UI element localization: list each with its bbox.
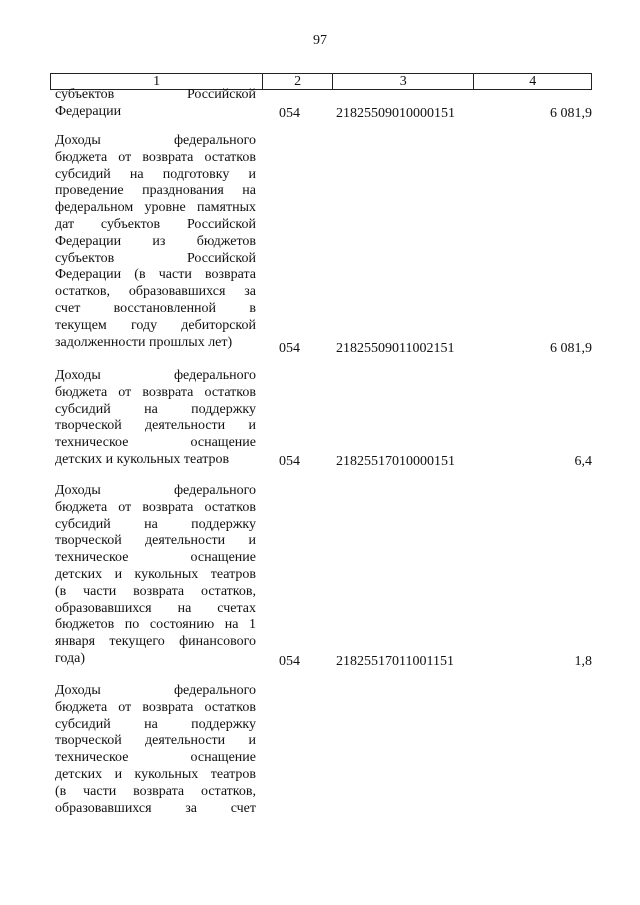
description-line: Федерации (в части возврата [55, 267, 256, 283]
description-line: детских и кукольных театров [55, 766, 256, 782]
description-line: бюджета от возврата остатков [55, 384, 256, 400]
description-line: дат субъектов Российской [55, 216, 256, 232]
description-line: проведение празднования на [55, 183, 256, 199]
header-col-2: 2 [263, 74, 333, 89]
description-line: Доходы федерального [55, 133, 256, 148]
description-line: задолженности прошлых лет) [55, 334, 233, 350]
description-line: образовавшихся за счет [55, 800, 256, 816]
budget-classification-code: 21825509011002151 [336, 341, 455, 356]
admin-code: 054 [279, 654, 300, 669]
header-col-1: 1 [51, 74, 263, 89]
row-description [55, 133, 256, 351]
description-line: января текущего финансового [55, 634, 256, 650]
description-line: Доходы федерального [55, 368, 256, 383]
admin-code: 054 [279, 454, 300, 469]
description-line: субсидий на подготовку и [55, 166, 256, 182]
description-line: образовавшихся на счетах [55, 600, 256, 616]
description-line: субъектов Российской [55, 87, 256, 102]
amount-value: 1,8 [574, 654, 592, 669]
description-line: субъектов Российской [55, 250, 256, 266]
description-line: субсидий на поддержку [55, 716, 256, 732]
description-line: техническое оснащение [55, 435, 256, 451]
description-line: субсидий на поддержку [55, 401, 256, 417]
description-line: счет восстановленной в [55, 300, 256, 316]
amount-value: 6,4 [574, 454, 592, 469]
description-line: федеральном уровне памятных [55, 200, 256, 216]
row-description [55, 683, 256, 817]
row-description [55, 483, 256, 668]
description-line: текущем году дебиторской [55, 317, 256, 333]
description-line: творческой деятельности и [55, 733, 256, 749]
description-line: (в части возврата остатков, [55, 783, 256, 799]
description-line: бюджета от возврата остатков [55, 149, 256, 165]
admin-code: 054 [279, 341, 300, 356]
header-col-4: 4 [529, 74, 537, 89]
budget-classification-code: 21825517010000151 [336, 454, 455, 469]
description-line: остатков, образовавшихся за [55, 284, 256, 300]
description-line: Федерации [55, 103, 122, 119]
description-line: субсидий на поддержку [55, 516, 256, 532]
description-line: (в части возврата остатков, [55, 583, 256, 599]
description-line: детских и кукольных театров [55, 451, 230, 467]
description-line: детских и кукольных театров [55, 566, 256, 582]
description-line: техническое оснащение [55, 550, 256, 566]
description-line: Федерации из бюджетов [55, 233, 256, 249]
description-line: года) [55, 650, 85, 666]
description-line: Доходы федерального [55, 683, 256, 698]
description-line: техническое оснащение [55, 750, 256, 766]
admin-code: 054 [279, 106, 300, 121]
header-col-3: 3 [333, 74, 474, 89]
description-line: бюджетов по состоянию на 1 [55, 617, 256, 633]
budget-classification-code: 21825517011001151 [336, 654, 454, 669]
description-line: Доходы федерального [55, 483, 256, 498]
row-description [55, 87, 256, 121]
amount-value: 6 081,9 [550, 341, 592, 356]
description-line: творческой деятельности и [55, 533, 256, 549]
page-number: 97 [313, 33, 327, 48]
description-line: творческой деятельности и [55, 418, 256, 434]
description-line: бюджета от возврата остатков [55, 499, 256, 515]
amount-value: 6 081,9 [550, 106, 592, 121]
row-description [55, 368, 256, 469]
budget-classification-code: 21825509010000151 [336, 106, 455, 121]
description-line: бюджета от возврата остатков [55, 699, 256, 715]
